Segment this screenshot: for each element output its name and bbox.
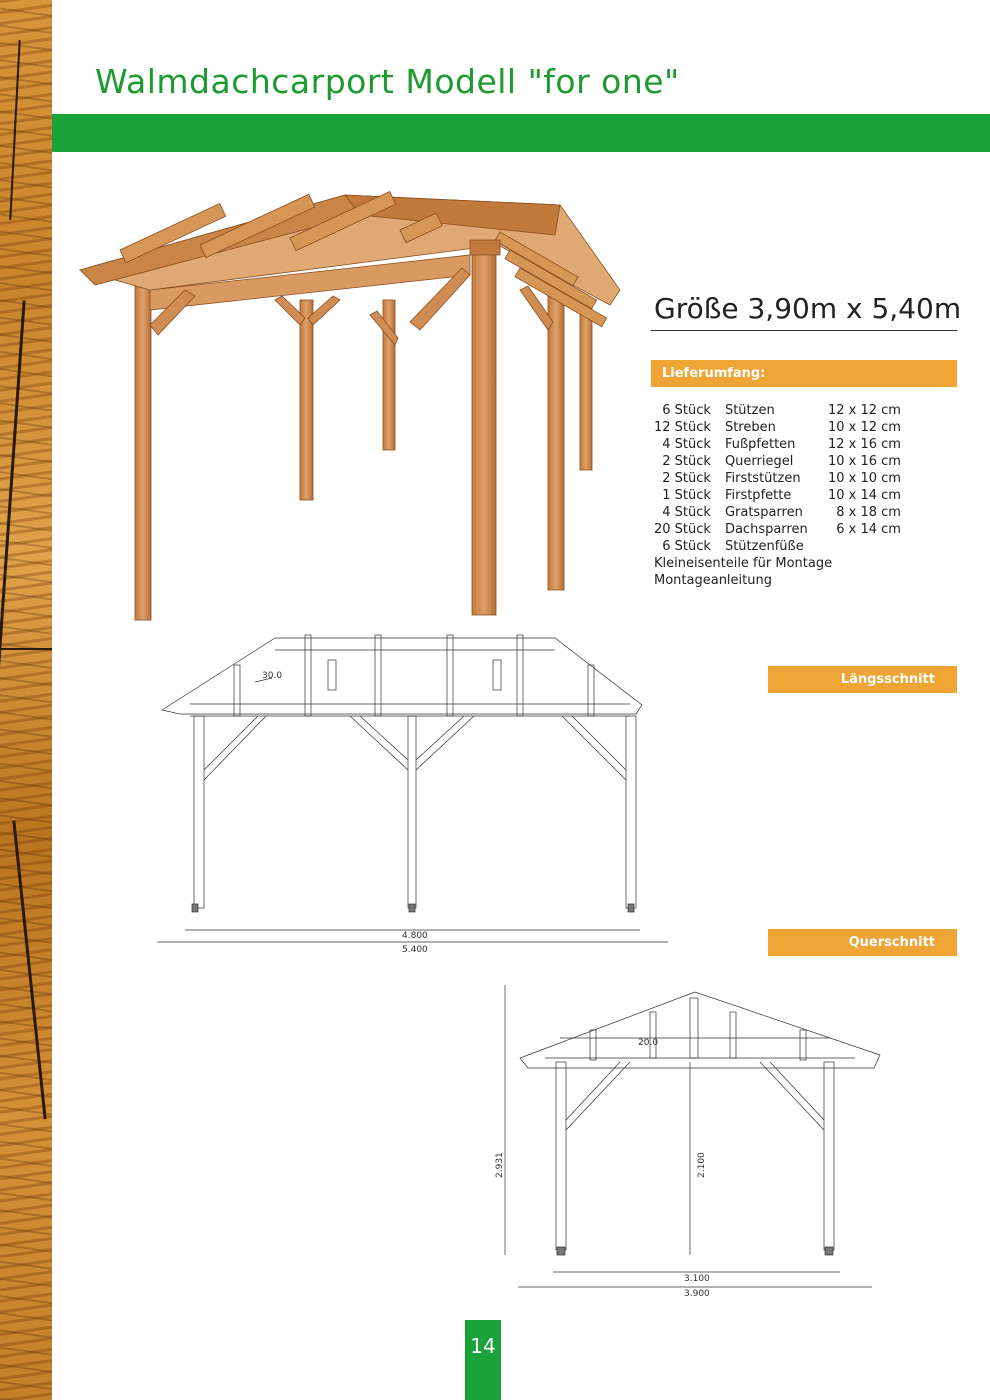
dimension-total-height: 2.931: [495, 1152, 505, 1178]
part-dimension: 6 x 14 cm: [836, 522, 901, 537]
dimension-clear-height: 2.100: [697, 1152, 707, 1178]
dimension-outer-cross: 3.900: [684, 1289, 710, 1299]
size-divider: [651, 330, 957, 331]
part-name: Dachsparren: [724, 522, 808, 537]
part-quantity: 1 Stück: [662, 488, 711, 503]
extra-item: Montageanleitung: [654, 573, 772, 588]
roof-angle-longitudinal: 30.0: [262, 671, 283, 681]
part-quantity: 20 Stück: [654, 522, 711, 537]
dimension-inner-cross: 3.100: [684, 1274, 710, 1284]
part-quantity: 4 Stück: [662, 437, 711, 452]
size-heading: Größe 3,90m x 5,40m: [654, 292, 962, 325]
part-name: Fußpfetten: [724, 437, 796, 452]
part-dimension: 8 x 18 cm: [836, 505, 901, 520]
part-quantity: 2 Stück: [662, 454, 711, 469]
part-name: Stützen: [724, 403, 775, 418]
part-name: Querriegel: [724, 454, 794, 469]
carport-3d-render: [80, 192, 620, 620]
part-name: Stützenfüße: [724, 539, 804, 554]
parts-list: [654, 402, 901, 589]
page-title: Walmdachcarport Modell "for one": [95, 62, 680, 101]
part-dimension: 10 x 12 cm: [827, 420, 901, 435]
part-name: Firstpfette: [724, 488, 792, 503]
parts-row: [654, 402, 901, 419]
part-quantity: 6 Stück: [662, 403, 711, 418]
part-dimension: 12 x 16 cm: [827, 437, 901, 452]
cross-section-drawing: [505, 985, 880, 1287]
part-dimension: [828, 538, 901, 555]
part-quantity: 4 Stück: [662, 505, 711, 520]
part-quantity: 2 Stück: [662, 471, 711, 486]
part-quantity: 6 Stück: [662, 539, 711, 554]
part-dimension: 10 x 14 cm: [827, 488, 901, 503]
laengsschnitt-label: Längsschnitt: [768, 666, 957, 693]
lieferumfang-label: Lieferumfang:: [651, 360, 957, 387]
page-number: 14: [465, 1320, 501, 1400]
parts-row: [654, 538, 901, 555]
part-name: Streben: [724, 420, 776, 435]
querschnitt-label: Querschnitt: [768, 929, 957, 956]
parts-row: [654, 504, 901, 521]
part-dimension: 12 x 12 cm: [827, 403, 901, 418]
parts-row: [654, 419, 901, 436]
parts-row: [654, 436, 901, 453]
part-dimension: 10 x 16 cm: [827, 454, 901, 469]
roof-angle-cross: 20.0: [638, 1038, 659, 1048]
part-dimension: 10 x 10 cm: [827, 471, 901, 486]
part-quantity: 12 Stück: [654, 420, 711, 435]
extra-item: Kleineisenteile für Montage: [654, 556, 833, 571]
part-name: Gratsparren: [724, 505, 803, 520]
parts-row: [654, 487, 901, 504]
parts-row: [654, 453, 901, 470]
dimension-inner-longitudinal: 4.800: [402, 931, 428, 941]
parts-row: [654, 470, 901, 487]
parts-row: [654, 521, 901, 538]
longitudinal-section-drawing: [157, 635, 668, 942]
dimension-outer-longitudinal: 5.400: [402, 945, 428, 955]
part-name: Firststützen: [724, 471, 801, 486]
